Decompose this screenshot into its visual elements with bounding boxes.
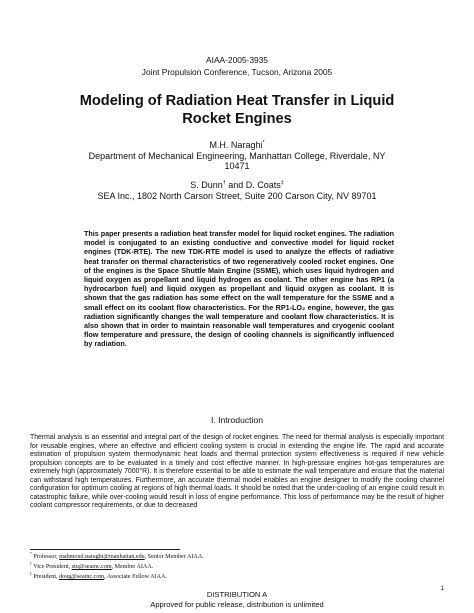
footnote-3-prefix: President, bbox=[33, 574, 60, 580]
footnote-2-suffix: , Member AIAA. bbox=[111, 564, 154, 570]
introduction-text: Thermal analysis is an essential and integral part of the design of rocket engines. The need for thermal analysis is especially important for reusable engines, where an effective and efficient cooling system is crucial in extending the engine life. The rapid and accurate estimation of propulsion system thermodynamic heat loads and thermal protection system effectiveness is required if new vehicle propulsion concepts are to be evaluated in a timely and cost effective manner. In high-pressure engines hot-gas temperatures are extremely high (approximately 7000°R). It is therefore essential to be able to estimate the wall temperature and ensure that the material can withstand high temperatures. Furthermore, an accurate thermal model enables an engine designer to modify the cooling channel configuration for optimum cooling at regions of high thermal loads. It should be noted that the under-cooling of an engine could result in catastrophic failure, while over-cooling would result in loss of engine performance. This loss of performance may be the result of higher coolant compressor requirements, or due to decreased bbox=[30, 434, 444, 510]
authors-2-3-affiliation: SEA Inc., 1802 North Carson Street, Suite 200 Carson City, NV 89701 bbox=[97, 191, 377, 201]
footnote-1-prefix: Professor, bbox=[33, 554, 60, 560]
author-1-name: M.H. Naraghi bbox=[209, 140, 263, 150]
footnotes bbox=[30, 552, 410, 582]
footnote-2-prefix: Vice President, bbox=[33, 564, 72, 570]
paper-title bbox=[30, 92, 444, 128]
footnote-3-mark: ‡ bbox=[30, 571, 32, 576]
approval-statement: Approved for public release, distribution is unlimited bbox=[150, 600, 324, 609]
author-2-name: S. Dunn bbox=[190, 180, 223, 190]
author-3-mark: ‡ bbox=[280, 180, 284, 186]
authors-2-3 bbox=[20, 180, 454, 191]
page-number: 1 bbox=[440, 585, 444, 592]
footnote-2 bbox=[30, 562, 410, 572]
author-2-mark: † bbox=[222, 180, 226, 186]
footnote-1-mark: * bbox=[30, 551, 32, 556]
author-and: and bbox=[225, 180, 246, 190]
footnote-2-email-link[interactable]: stu@seainc.com bbox=[71, 564, 112, 570]
author-1-affiliation-2: 10471 bbox=[224, 161, 250, 171]
footnote-1 bbox=[30, 552, 410, 562]
paper-id: AIAA-2005-3935 bbox=[206, 55, 268, 65]
distribution-statement: DISTRIBUTION A bbox=[206, 590, 268, 599]
conference-name: Joint Propulsion Conference, Tucson, Arizona 2005 bbox=[141, 67, 333, 77]
title-line-1: Modeling of Radiation Heat Transfer in Liquid bbox=[79, 93, 395, 109]
footnote-3 bbox=[30, 572, 410, 582]
footnote-1-suffix: , Senior Member AIAA. bbox=[144, 554, 204, 560]
footnote-2-mark: † bbox=[30, 561, 32, 566]
footnote-rule bbox=[30, 549, 180, 550]
author-1-affiliation-1: Department of Mechanical Engineering, Manhattan College, Riverdale, NY bbox=[88, 151, 386, 161]
author-3-name: D. Coats bbox=[245, 180, 281, 190]
author-1-mark: * bbox=[262, 140, 265, 146]
abstract: This paper presents a radiation heat transfer model for liquid rocket engines. The radiation model is conjugated to an existing conductive and convective model for liquid rocket engines (TDK-RTE). The new TDK-RTE model is used to analyze the effects of radiative heat transfer on thermal characteristics of two regeneratively cooled rocket engines. One of the engines is the Space Shuttle Main Engine (SSME), which uses liquid hydrogen and liquid oxygen as propellant and liquid hydrogen as coolant. The other engine has RP1 (a hydrocarbon fuel) and liquid oxygen as propellant and liquid oxygen as coolant. It is shown that the gas radiation has some effect on the wall temperature for the SSME and a small effect on its coolant flow characteristics. For the RP1-LO₂ engine, however, the gas radiation significantly changes the wall temperature and coolant flow characteristics. It is also shown that in order to maintain reasonable wall temperatures and cryogenic coolant flow temperature and pressure, the design of cooling channels is significantly influenced by radiation. bbox=[84, 229, 394, 349]
author-1 bbox=[20, 140, 454, 151]
title-line-2: Rocket Engines bbox=[182, 111, 292, 127]
section-heading: I. Introduction bbox=[210, 415, 264, 425]
footnote-1-email-link[interactable]: mahmoud.naraghi@manhattan.edu bbox=[59, 554, 145, 560]
footnote-3-email-link[interactable]: doug@seainc.com bbox=[59, 574, 105, 580]
footnote-3-suffix: , Associate Fellow AIAA. bbox=[104, 574, 167, 580]
